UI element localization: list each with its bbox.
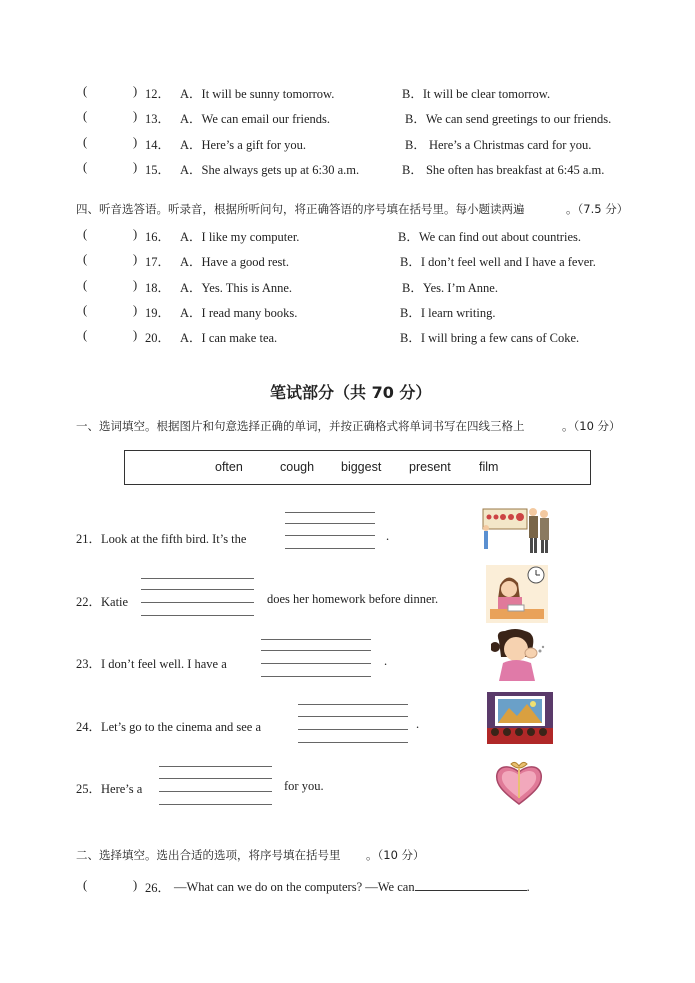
section1-score: 。（10 分） (562, 419, 621, 433)
answer-paren-open[interactable]: ( (83, 84, 88, 98)
answer-paren-close: ) (133, 84, 138, 98)
cinema-screen-icon (487, 692, 553, 744)
answer-paren-close: ) (133, 328, 138, 342)
option-a: A．Yes. This is Anne. (180, 281, 293, 295)
fill-item-text: 22．Katie (76, 595, 129, 609)
option-b: B．It will be clear tomorrow. (402, 87, 551, 101)
word-bank-item: film (479, 460, 499, 474)
four-line-writing-field[interactable] (285, 512, 375, 542)
question-text (174, 878, 530, 895)
question-number: 19． (145, 306, 171, 320)
question-number: 18． (145, 281, 171, 295)
answer-paren-open[interactable]: ( (83, 135, 88, 149)
option-a: A．Have a good rest. (180, 255, 289, 269)
girl-coughing-icon (491, 627, 547, 681)
answer-paren-open[interactable]: ( (83, 160, 88, 174)
answer-paren-open[interactable]: ( (83, 252, 88, 266)
answer-paren-open[interactable]: ( (83, 328, 88, 342)
question-number: 16． (145, 230, 171, 244)
section4-title: 四、听音选答语。听录音，根据所听问句，将正确答语的序号填在括号里。每小题读两遍 (76, 202, 525, 216)
fill-item-text: 23．I don’t feel well. I have a (76, 657, 227, 671)
option-b: B． She often has breakfast at 6:45 a.m. (402, 163, 605, 177)
answer-paren-open[interactable]: ( (83, 278, 88, 292)
section4-score: 。（7.5 分） (566, 202, 629, 216)
fill-item-text: 21．Look at the fifth bird. It’s the (76, 532, 247, 546)
option-a: A．She always gets up at 6:30 a.m. (180, 163, 360, 177)
option-b: B．I don’t feel well and I have a fever. (400, 255, 596, 269)
question-number: 12． (145, 87, 171, 101)
answer-paren-close: ) (133, 135, 138, 149)
heart-gift-box-icon (493, 758, 545, 808)
word-bank-item: often (215, 460, 243, 474)
fill-item-end: . (416, 717, 420, 731)
option-b: B．We can find out about countries. (398, 230, 581, 244)
bird-pictures-icon (481, 503, 553, 555)
question-number: 15． (145, 163, 171, 177)
written-part-title: 笔试部分（共 70 分） (270, 383, 432, 402)
answer-paren-close: ) (133, 878, 138, 892)
four-line-writing-field[interactable] (298, 704, 408, 734)
fill-item-end: for you. (284, 779, 324, 793)
four-line-writing-field[interactable] (159, 766, 272, 796)
word-bank (124, 450, 591, 485)
option-a: A．I read many books. (180, 306, 298, 320)
word-bank-item: biggest (341, 460, 382, 474)
answer-paren-close: ) (133, 160, 138, 174)
option-b: B．I will bring a few cans of Coke. (400, 331, 580, 345)
option-b: B． Here’s a Christmas card for you. (405, 138, 592, 152)
answer-paren-open[interactable]: ( (83, 878, 88, 892)
section2-title: 二、选择填空。选出合适的选项，将序号填在括号里 (76, 848, 341, 862)
option-a: A．We can email our friends. (180, 112, 330, 126)
answer-paren-open[interactable]: ( (83, 227, 88, 241)
answer-paren-open[interactable]: ( (83, 303, 88, 317)
section1-title: 一、选词填空。根据图片和句意选择正确的单词，并按正确格式将单词书写在四线三格上 (76, 419, 525, 433)
question-end: . (526, 880, 530, 894)
fill-item-end: does her homework before dinner. (267, 592, 439, 606)
fill-item-end: . (386, 529, 390, 543)
answer-paren-close: ) (133, 252, 138, 266)
option-b: B．We can send greetings to our friends. (405, 112, 612, 126)
four-line-writing-field[interactable] (261, 639, 371, 669)
section2-score: 。（10 分） (366, 848, 425, 862)
girl-homework-icon (486, 565, 548, 623)
word-bank-item: present (409, 460, 451, 474)
fill-item-text: 25．Here’s a (76, 782, 143, 796)
answer-paren-open[interactable]: ( (83, 109, 88, 123)
option-b: B．I learn writing. (400, 306, 496, 320)
answer-paren-close: ) (133, 278, 138, 292)
word-bank-item: cough (280, 460, 315, 474)
question-number: 13． (145, 112, 171, 126)
option-a: A．I can make tea. (180, 331, 278, 345)
fill-item-text: 24．Let’s go to the cinema and see a (76, 720, 262, 734)
question-stem: —What can we do on the computers? —We can (174, 880, 415, 894)
answer-blank[interactable] (415, 878, 527, 891)
question-number: 17． (145, 255, 171, 269)
option-a: A．Here’s a gift for you. (180, 138, 307, 152)
answer-paren-close: ) (133, 109, 138, 123)
four-line-writing-field[interactable] (141, 578, 254, 608)
fill-item-end: . (384, 654, 388, 668)
question-number: 26． (145, 881, 171, 895)
option-b: B．Yes. I’m Anne. (402, 281, 498, 295)
option-a: A．I like my computer. (180, 230, 300, 244)
option-a: A．It will be sunny tomorrow. (180, 87, 335, 101)
question-number: 14． (145, 138, 171, 152)
question-number: 20． (145, 331, 171, 345)
answer-paren-close: ) (133, 303, 138, 317)
answer-paren-close: ) (133, 227, 138, 241)
